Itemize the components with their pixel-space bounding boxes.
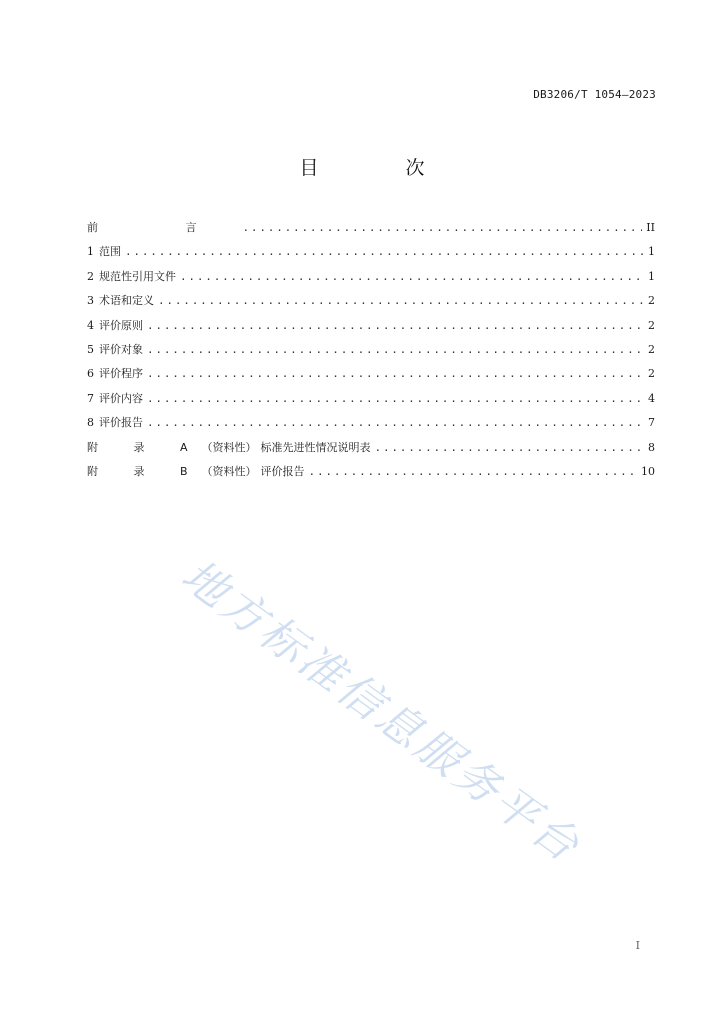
toc-leader-dots: [375, 438, 644, 458]
toc-entry-number: 5: [87, 342, 94, 356]
toc-leader-dots: [158, 291, 644, 311]
toc-entry-label: 评价报告: [99, 416, 143, 430]
toc-leader-dots: [147, 340, 644, 360]
toc-entry-number: 4: [87, 318, 94, 332]
toc-entry-label: 范围: [99, 245, 121, 259]
toc-entry-page: 1: [648, 269, 655, 283]
toc-leader-dots: [147, 316, 644, 336]
toc-leader-dots: [125, 242, 644, 262]
toc-entry-page: 2: [648, 318, 655, 332]
toc-entry-8[interactable]: [87, 413, 655, 437]
toc-leader-dots: [147, 364, 644, 384]
toc-leader-dots: [309, 462, 637, 482]
appendix-marker: 附 录 B: [87, 464, 204, 478]
toc-entry-foreword[interactable]: [87, 218, 655, 242]
toc-entry-6[interactable]: [87, 364, 655, 388]
toc-entry-page: 2: [648, 342, 655, 356]
toc-entry-label: 规范性引用文件: [99, 269, 176, 283]
toc-entry-7[interactable]: [87, 389, 655, 413]
toc-leader-dots: [243, 218, 643, 238]
toc-entry-4[interactable]: [87, 316, 655, 340]
toc-entry-number: 1: [87, 245, 94, 259]
toc-entry-label: 评价报告: [260, 464, 305, 478]
toc-entry-label: 术语和定义: [99, 294, 154, 308]
toc-entry-page: 7: [648, 416, 655, 430]
toc-entry-3[interactable]: [87, 291, 655, 315]
appendix-nature: （资料性）: [201, 440, 257, 454]
page-number: I: [635, 939, 640, 952]
appendix-nature: （资料性）: [201, 464, 257, 478]
toc-entry-page: 1: [648, 245, 655, 259]
toc-entry-2[interactable]: [87, 267, 655, 291]
toc-leader-dots: [180, 267, 644, 287]
toc-entry-appendix-b[interactable]: [87, 462, 655, 486]
toc-entry-5[interactable]: [87, 340, 655, 364]
toc-entry-page: II: [646, 221, 655, 234]
toc-leader-dots: [147, 389, 644, 409]
toc-entry-label: 标准先进性情况说明表: [260, 440, 371, 454]
watermark: 地方标准信息服务平台: [172, 549, 591, 874]
toc-entry-number: 2: [87, 269, 94, 283]
standard-code: DB3206/T 1054—2023: [533, 88, 656, 101]
toc-entry-page: 4: [648, 391, 655, 405]
toc-entry-number: 3: [87, 294, 94, 308]
toc-entry-page: 2: [648, 294, 655, 308]
toc-entry-label: 前 言: [87, 221, 239, 234]
toc-entry-appendix-a[interactable]: [87, 438, 655, 462]
appendix-marker: 附 录 A: [87, 440, 204, 454]
toc-entry-page: 2: [648, 367, 655, 381]
toc-title: 目 次: [299, 157, 459, 179]
toc-entry-page: 10: [641, 464, 655, 478]
toc-entry-number: 8: [87, 416, 94, 430]
toc-leader-dots: [147, 413, 644, 433]
toc-entry-label: 评价原则: [99, 318, 143, 332]
toc-entry-page: 8: [648, 440, 655, 454]
toc-entry-label: 评价对象: [99, 342, 143, 356]
toc-entry-number: 7: [87, 391, 94, 405]
toc-entry-label: 评价内容: [99, 391, 143, 405]
toc-entry-label: 评价程序: [99, 367, 143, 381]
toc-entry-number: 6: [87, 367, 94, 381]
toc-list: [87, 218, 655, 486]
toc-entry-1[interactable]: [87, 242, 655, 266]
